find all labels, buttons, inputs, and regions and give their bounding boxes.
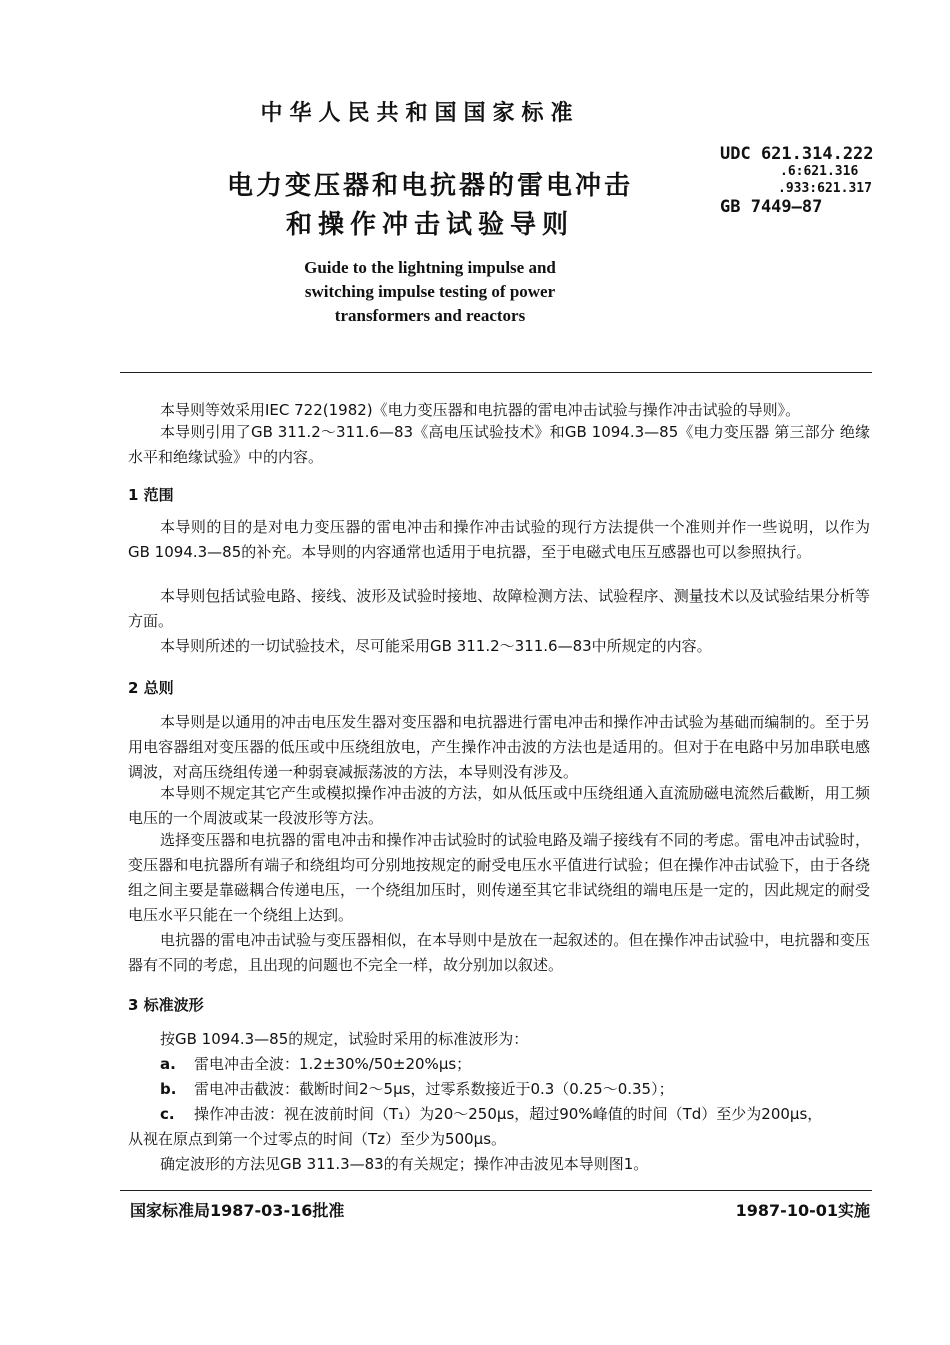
- section-2-heading: 2 总则: [128, 679, 174, 697]
- section-3-closing: 确定波形的方法见GB 311.3—83的有关规定；操作冲击波见本导则图1。: [160, 1155, 649, 1173]
- english-title-line1: Guide to the lightning impulse and: [304, 258, 556, 277]
- english-title-line3: transformers and reactors: [334, 306, 526, 325]
- gb-number: GB 7449—87: [720, 197, 823, 217]
- effective-date: 1987-10-01实施: [735, 1201, 870, 1220]
- intro-paragraph-2: 本导则引用了GB 311.2～311.6—83《高电压试验技术》和GB 1094.3—85《电力变压器 第三部分 绝缘水平和绝缘试验》中的内容。: [128, 423, 870, 466]
- udc-block: [720, 146, 874, 216]
- header-divider: [120, 372, 872, 373]
- standard-org-title: 中华人民共和国国家标准: [260, 101, 580, 126]
- english-title: [150, 256, 710, 328]
- section-3-item-c-continuation: 从视在原点到第一个过零点的时间（Tz）至少为500μs。: [128, 1130, 507, 1148]
- section-2-paragraph-2: 本导则不规定其它产生或模拟操作冲击波的方法，如从低压或中压绕组通入直流励磁电流然后截断，用工频电压的一个周波或某一段波形等方法。: [128, 784, 870, 827]
- udc-label: UDC 621.314.222: [720, 144, 874, 164]
- english-title-line2: switching impulse testing of power: [304, 282, 556, 301]
- section-3-intro: 按GB 1094.3—85的规定，试验时采用的标准波形为：: [160, 1030, 529, 1048]
- item-label: b.: [160, 1080, 177, 1098]
- document-title-line1: 电力变压器和电抗器的雷电冲击: [226, 171, 633, 201]
- intro-paragraph-1: 本导则等效采用IEC 722(1982)《电力变压器和电抗器的雷电冲击试验与操作冲击试验的导则》。: [160, 401, 801, 419]
- section-3-item-c: [160, 1102, 870, 1127]
- item-label: a.: [160, 1055, 176, 1073]
- section-1-heading: 1 范围: [128, 486, 174, 504]
- section-1-paragraph-1: 本导则的目的是对电力变压器的雷电冲击和操作冲击试验的现行方法提供一个准则并作一些说明，以作为GB 1094.3—85的补充。本导则的内容通常也适用于电抗器，至于电磁式电压互感器也可以参照执行。: [128, 518, 870, 561]
- section-2-paragraph-3: 选择变压器和电抗器的雷电冲击和操作冲击试验时的试验电路及端子接线有不同的考虑。雷电冲击试验时，变压器和电抗器所有端子和绕组均可分别地按规定的耐受电压水平值进行试验；但在操作冲击试验下，由于各绕组之间主要是靠磁耦合传递电压，一个绕组加压时，则传递至其它非试绕组的端电压是一定的，因此规定的耐受电压水平只能在一个绕组上达到。: [128, 831, 870, 924]
- document-title-line2: 和操作冲击试验导则: [285, 210, 574, 240]
- udc-line3: .933:621.317: [778, 181, 872, 196]
- item-text: 操作冲击波：视在波前时间（T₁）为20～250μs，超过90%峰值的时间（Td）至少为200μs，: [194, 1105, 823, 1123]
- section-2-paragraph-1: 本导则是以通用的冲击电压发生器对变压器和电抗器进行雷电冲击和操作冲击试验为基础而编制的。至于另用电容器组对变压器的低压或中压绕组放电，产生操作冲击波的方法也是适用的。但对于在电路中另加串联电感调波，对高压绕组传递一种弱衰减振荡波的方法，本导则没有涉及。: [128, 713, 870, 781]
- section-3-item-b: [160, 1077, 870, 1102]
- udc-line2: .6:621.316: [780, 164, 859, 179]
- footer-divider: [120, 1190, 872, 1191]
- item-text: 雷电冲击截波：截断时间2～5μs，过零系数接近于0.3（0.25～0.35）；: [194, 1080, 674, 1098]
- item-text: 雷电冲击全波：1.2±30%/50±20%μs；: [194, 1055, 472, 1073]
- section-1-paragraph-3: 本导则所述的一切试验技术，尽可能采用GB 311.2～311.6—83中所规定的内容。: [160, 637, 712, 655]
- approval-date: 国家标准局1987-03-16批准: [130, 1201, 345, 1220]
- section-2-paragraph-4: 电抗器的雷电冲击试验与变压器相似，在本导则中是放在一起叙述的。但在操作冲击试验中，电抗器和变压器有不同的考虑，且出现的问题也不完全一样，故分别加以叙述。: [128, 931, 870, 974]
- section-3-heading: 3 标准波形: [128, 996, 204, 1014]
- section-1-paragraph-2: 本导则包括试验电路、接线、波形及试验时接地、故障检测方法、试验程序、测量技术以及试验结果分析等方面。: [128, 587, 870, 630]
- section-3-item-a: [160, 1052, 870, 1077]
- item-label: c.: [160, 1105, 175, 1123]
